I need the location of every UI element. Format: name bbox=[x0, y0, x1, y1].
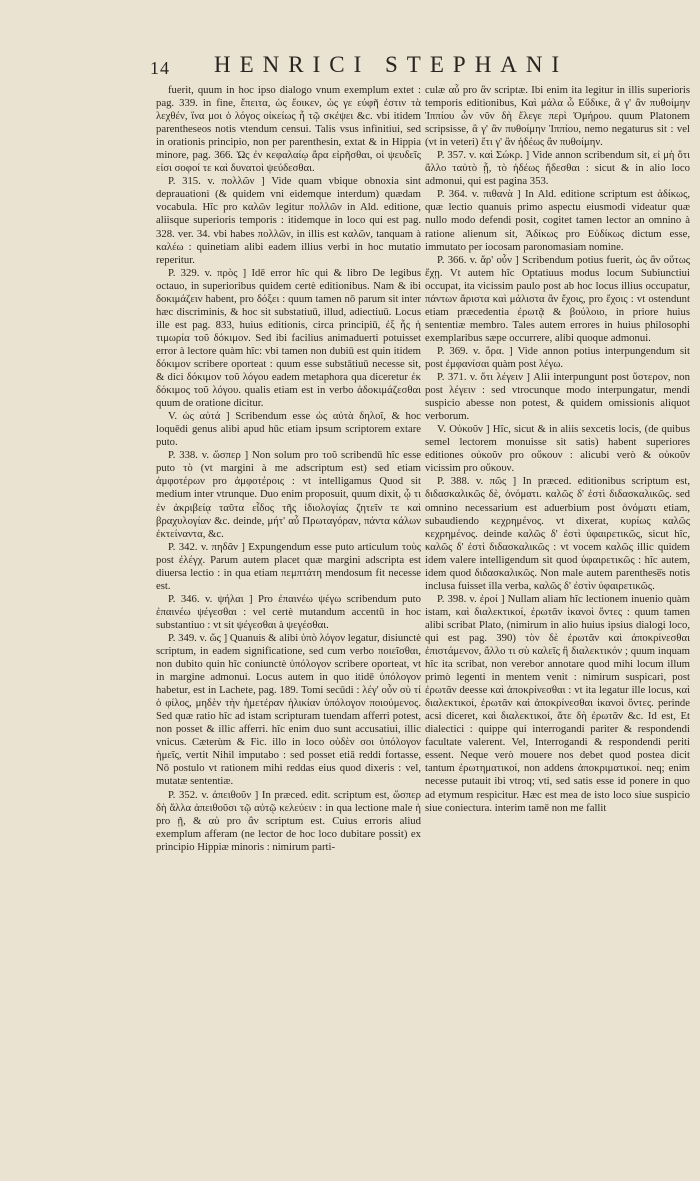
page-number: 14 bbox=[150, 58, 170, 78]
paragraph: P. 364. v. πιθανὰ ] In Ald. editione scriptum est ἀδίκως, quæ lectio quanuis primo aspectu eiusmodi videatur quæ nullo modo defendi posit, cogitet tamen lector an omnino à ratione alienum sit, Ἀδίκως pro Εὐδίκως dictum esse, immutato per iocosam paronomasiam nomine. bbox=[425, 188, 690, 253]
running-head bbox=[150, 52, 690, 78]
paragraph: culæ αὖ pro ἂν scriptæ. Ibi enim ita legitur in illis superioris temporis editionibus, Καὶ μάλα ὦ Εὔδικε, ἃ γ' ἂν πυθοίμην Ἱππίου ὧν νῦν δὴ ἔλεγε περὶ Ὁμήρου. quum Platonem scripsisse, ἃ γ' ἂν πυθοίμην Ἱππίου, nemo negaturus sit : vel (vt in veteri) ἔτι γ' ἂν ἡδέως ἂν πυθοίμην. bbox=[425, 84, 690, 149]
paragraph: P. 357. v. καὶ Σώκρ. ] Vide annon scribendum sit, εἰ μὴ ὅτι ἄλλο ταὐτὸ ᾖ, τὸ ἡδέως ἥδεσθαι : sicut & in alio loco admonui, qui est pagina 353. bbox=[425, 149, 690, 188]
paragraph: P. 349. v. ὥς ] Quanuis & alibi ὑπὸ λόγον legatur, disiunctè scriptum, in eadem significatione, sed cum verbo ποιεῖσθαι, non dubito quin hîc coniunctè ὑπόλογον scribere oporteat, vt in margine admonui. Locus autem in quo itidē ὑπόλογον habetur, est in Lachete, pag. 189. Tomi secūdi : λέγ' οὖν σὺ τί ὁ φίλος, μηδὲν τὴν ἡμετέραν ἡλικίαν ὑπόλογον ποιούμενος. Sed quæ ratio hîc ad istam scripturam tuendam afferri potest, non posset & illic afferri. hîc enim duo sunt accusatiui, illic vnicus. Cæterùm & Fic. illo in loco οὐδὲν σοι ὑπόλογον ἡμεῖς, vertit Nihil imputabo : sed posset etiā reddi fortasse, Nō postulo vt rationem mihi reddas eius quod dixeris : vel, mutatæ sententiæ. bbox=[156, 631, 421, 788]
paragraph: P. 366. v. ἄρ' οὖν ] Scribendum potius fuerit, ὡς ἂν οὕτως ἔχῃ. Vt autem hîc Optatiuus modus locum Subiunctiui occupat, ita vicissim paulo post ab hoc locus illius occupatur, πάντων ἄριστα καὶ μάλιστα ἂν ἔχοις, pro ἔχοις : vt ostendunt etiam præcedentia ἐρωτᾷ & βούλοιο, in priore huius sententiæ membro. Tales autem errores in huius philosophi exemplaribus sæpe occurrere, alibi quoque admonui. bbox=[425, 253, 690, 344]
paragraph: P. 338. v. ὥσπερ ] Non solum pro τοῦ scribendū hîc esse puto τὸ (vt margini à me adscriptum est) sed etiam ἀμφοτέρων pro ἀμφοτέροις : vt intelligamus Quod sit medium inter vtrunque. Duo enim proposuit, quum dixit, ᾧ τι ἐν ἀκριβείᾳ ταῦτα εἶδος τῆς ἰδιολογίας ζητεῖν τε καὶ βραχυλογίαν &c. deinde, μήτ' αὖ Πρωταγόραν, πάντα κάλων ἐκτείναντα, &c. bbox=[156, 449, 421, 540]
paragraph: fuerit, quum in hoc ipso dialogo vnum exemplum extet : pag. 339. in fine, ἔπειτα, ὡς ἔοικεν, ὡς γε εὐφῆ ἐστιν τὰ λεχθέν, ἵνα μοι ὁ λόγος οἰκείως ἦ τῷ σκέψει &c. vbi itidem parentheseos notis vtendum censui. Talis vsus infinitiui, sed in orationis principio, non per parenthesin, extat & in Hippia minore, pag. 366. Ὡς ἐν κεφαλαίῳ ἄρα εἰρῆσθαι, οἱ ψευδεῖς εἰσι σοφοί τε καὶ δυνατοὶ ψεύδεσθαι. bbox=[156, 84, 421, 175]
paragraph: P. 315. v. πολλῶν ] Vide quam vbique obnoxia sint deprauationi (& quidem vni eidemque interdum) quædam vocabula. Hîc pro καλῶν legitur πολλῶν in Ald. editione, aliisque superioris temporis : itidemque in loco qui est pag. 328. ver. 34. vbi habes πολλῶν, in illis est καλῶν, tanquam à καλέω : quinetiam alibi eadem illius verbi in hoc mutatio reperitur. bbox=[156, 175, 421, 266]
paragraph: P. 352. v. ἀπειθοῦν ] In præced. edit. scriptum est, ὥσπερ δὴ ἄλλα ἀπειθοῦσι τῷ αὐτῷ κελεύειν : in qua lectione male ἡ pro ῇ, & αὐ pro ἂν scriptum est. Cuius erroris aliud exemplum afferam (ne lector de hoc loco dubitare possit) ex principio Hippiæ minoris : nimirum parti- bbox=[156, 788, 421, 853]
paragraph: P. 371. v. ὅτι λέγειν ] Alii interpungunt post ὕστερον, non post λέγειν : sed vtrocunque modo interpungatur, mendi suspicio abesse non potest, & quidem omissionis aliquot verborum. bbox=[425, 371, 690, 423]
paragraph: P. 346. v. ψήλαι ] Pro ἐπαινέω ψέγω scribendum puto ἐπαινέω ψέγεσθαι : vel certè mutandum accentū in hoc substantiuo : vt sit ψέγεσθαι à ψεγέσθαι. bbox=[156, 592, 421, 631]
left-column bbox=[156, 84, 421, 854]
paragraph: P. 329. v. πρὸς ] Idē error hîc qui & libro De legibus octauo, in superioribus quidem certè editionibus. Nam & ibi δοκιμάζειν habent, pro δόξει : quum tamen nō parum sit inter hæc discriminis, & hoc sit substatiuū, illud, adiectiuū. Locus ille est pag. 833, huius editionis, circa principiū, ἐξ ἧς ἡ τιμωρία τοῦ δόκιμον. Sed ibi facilius animaduerti potuisset error à lectore quàm hîc: vbi tamen non dubiū est quin itidem δόκιμον scribere oporteat : quum esse substātiuū necesse sit, & dici δόκιμον τοῦ λόγου eadem metaphora qua diceretur ἐκ δόκιμος τοῦ λόγου. qualis etiam est in verbo ἀδοκιμάζεσθαι quum de oratione dicitur. bbox=[156, 266, 421, 410]
paragraph: V. ὡς αὐτά ] Scribendum esse ὡς αὐτὰ δηλοῖ, & hoc loquēdi genus alibi apud hūc etiam ipsum scriptorem extare puto. bbox=[156, 410, 421, 449]
right-column bbox=[425, 84, 690, 815]
running-title: HENRICI STEPHANI bbox=[214, 52, 569, 77]
paragraph: P. 398. v. ἐροί ] Nullam aliam hîc lectionem inuenio quàm istam, καὶ διαλεκτικοί, ἐρωτᾶν ἱκανοὶ ὄντες : quum tamen alibi scribat Plato, (nimirum in alio huius ipsius dialogi loco, qui est pag. 390) τὸν δὲ ἐρωτᾶν καὶ ἀποκρίνεσθαι ἐπιστάμενον, ἄλλο τι σὺ καλεῖς ἢ διαλεκτικόν ; quum inquam hîc ita scribat, non verebor annotare quod mihi locum illum primò legenti in mentem venit : nimirum suspicari, post ἐρωτᾶν deesse καὶ ἀποκρίνεσθαι : vt ita legatur ille locus, καὶ διαλεκτικοί, ἐρωτᾶν καὶ ἀποκρίνεσθαι ἱκανοὶ ὄντες. perinde acsi diceret, καὶ διαλεκτικοί, ἅτε δὴ ἐρωτᾶν &c. Id est, Et dialectici : quippe qui interrogandi pariter & respondendi facultate valerent. Vel, Interrogandi & respondendi periti essent. Neque verò mouere nos debet quod postea dicit tantum ἐρωτηματικοί, non addens ἀποκριματικοί. neq; enim necesse putauit ibi vtroq; vti, sed satis esse id ponere in quo ad etymum respicitur. Hæc est mea de isto loco siue suspicio siue coniectura. interim tamē non me fallit bbox=[425, 592, 690, 814]
paragraph: V. Οὐκοῦν ] Hîc, sicut & in aliis sexcetis locis, (de quibus semel lectorem monuisse sit satis) habent superiores editiones οὐκοῦν pro οὔκουν : alicubi verò & οὐκοῦν vicissim pro οὔκουν. bbox=[425, 423, 690, 475]
paragraph: P. 369. v. ὅρα. ] Vide annon potius interpungendum sit post ἐμφανίσαι quàm post λέγω. bbox=[425, 344, 690, 370]
paragraph: P. 388. v. πῶς ] In præced. editionibus scriptum est, διδασκαλικῶς δὲ, ὀνόματι. καλῶς δ' ἐστὶ διδασκαλικῶς. sed omnino necessarium est aduerbium post ὀνόματι etiam, subaudiendo κεχρημένος. vt dixerat, κυρίως καλῶς κεχρημένος. deinde καλῶς δ' ἐστὶ ὑφαιρετικῶς, sicut hîc, καλῶς δ' ἐστὶ διδασκαλικῶς : vt vocem καλῶς illic quidem idem valere intelligendum sit quod ὑφαιρετικῶς : hîc autem, idem quod διδασκαλικῶς. Non male autem parenthese̅s notis inclusa fuisset illa verba, καλῶς δ' ἐστὶν ὑφαιρετικῶς. bbox=[425, 475, 690, 592]
paragraph: P. 342. v. πηδᾶν ] Expungendum esse puto articulum τοὺς post ἐλέγχ. Parum autem placet quæ margini adscripta est diuersa lectio : in qua etiam πεμπτάτη mendosum fit necesse est. bbox=[156, 540, 421, 592]
